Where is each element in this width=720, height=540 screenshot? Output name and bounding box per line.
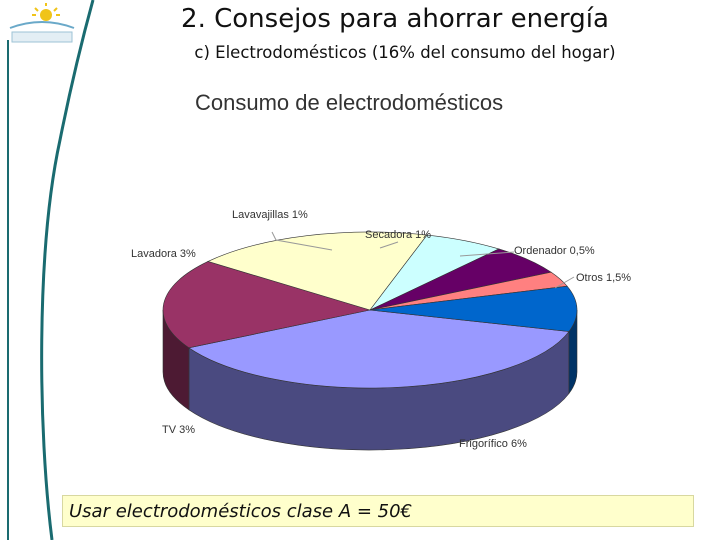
side-swoosh-decoration xyxy=(0,0,110,540)
footer-callout xyxy=(62,495,694,527)
chart-title: Consumo de electrodomésticos xyxy=(195,90,504,115)
slice-label-secadora: Secadora 1% xyxy=(365,229,432,241)
slice-label-otros: Otros 1,5% xyxy=(576,272,632,284)
slice-label-ordenador: Ordenador 0,5% xyxy=(514,245,595,257)
slice-label-tv: TV 3% xyxy=(162,424,196,436)
footer-text: Usar electrodomésticos clase A = 50€ xyxy=(69,501,413,522)
slide-title: 2. Consejos para ahorrar energía xyxy=(181,4,609,34)
slice-label-lavadora: Lavadora 3% xyxy=(131,248,196,260)
slice-label-frigorifico: Frigorífico 6% xyxy=(459,438,527,450)
slice-label-lavavajillas: Lavavajillas 1% xyxy=(232,209,308,221)
pie-chart-3d xyxy=(100,80,620,480)
slide-subtitle: c) Electrodomésticos (16% del consumo del hogar) xyxy=(194,43,616,62)
